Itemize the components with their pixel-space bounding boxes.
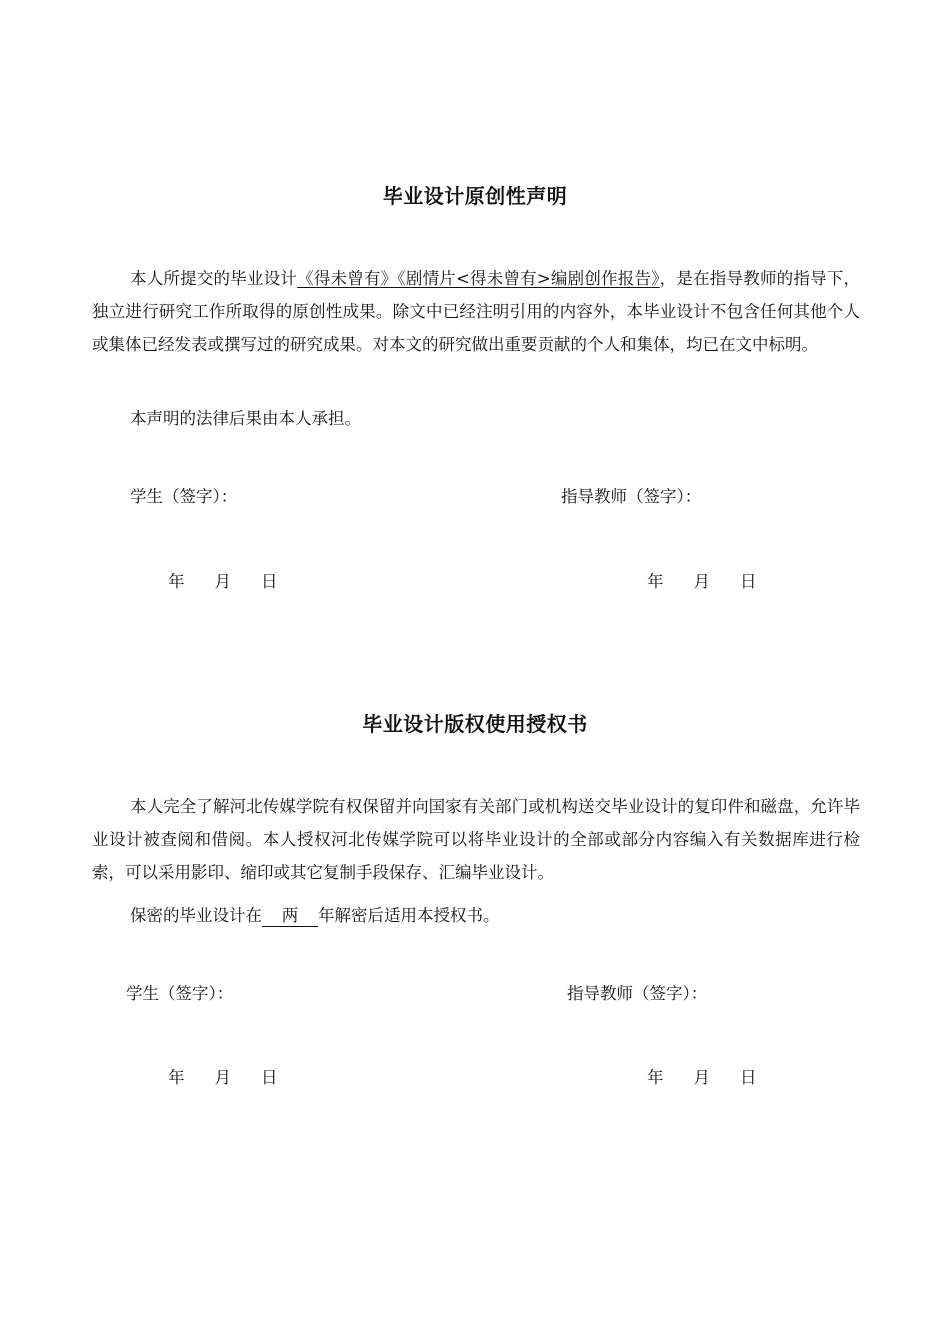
thesis-title: 《得未曾有》《剧情片<得未曾有>编剧创作报告》 bbox=[297, 269, 660, 288]
date-day: 日 bbox=[740, 572, 757, 591]
date-year: 年 bbox=[168, 572, 185, 591]
date-year: 年 bbox=[168, 1068, 185, 1087]
date-day: 日 bbox=[261, 1068, 278, 1087]
declaration-text-start: 本人所提交的毕业设计 bbox=[130, 269, 298, 288]
advisor-signature-label: 指导教师（签字）： bbox=[561, 487, 702, 506]
copyright-authorization-title: 毕业设计版权使用授权书 bbox=[362, 712, 588, 736]
advisor-signature-label-2: 指导教师（签字）： bbox=[567, 984, 708, 1003]
advisor-date bbox=[647, 568, 757, 592]
date-year: 年 bbox=[647, 572, 664, 591]
student-signature-label: 学生（签字）： bbox=[130, 487, 238, 506]
student-date-2 bbox=[168, 1064, 278, 1088]
legal-consequence-statement: 本声明的法律后果由本人承担。 bbox=[130, 409, 361, 428]
originality-declaration-title: 毕业设计原创性声明 bbox=[382, 184, 568, 208]
date-year: 年 bbox=[647, 1068, 664, 1087]
declaration-paragraph bbox=[92, 262, 860, 361]
date-month: 月 bbox=[693, 1068, 710, 1087]
declaration-text-rest: ，是在指导教师的指导下，独立进行研究工作所取得的原创性成果。除文中已经注明引用的内容外，本毕业设计不包含任何其他个人或集体已经发表或撰写过的研究成果。对本文的研究做出重要贡献的个人和集体，均已在文中标明。 bbox=[92, 269, 861, 354]
authorization-paragraph: 本人完全了解河北传媒学院有权保留并向国家有关部门或机构送交毕业设计的复印件和磁盘，允许毕业设计被查阅和借阅。本人授权河北传媒学院可以将毕业设计的全部或部分内容编入有关数据库进行检索，可以采用影印、缩印或其它复制手段保存、汇编毕业设计。 bbox=[92, 797, 860, 882]
date-day: 日 bbox=[261, 572, 278, 591]
confidentiality-text-start: 保密的毕业设计在 bbox=[130, 906, 262, 925]
date-month: 月 bbox=[693, 572, 710, 591]
advisor-date-2 bbox=[647, 1064, 757, 1088]
date-month: 月 bbox=[214, 1068, 231, 1087]
student-signature-label-2: 学生（签字）： bbox=[126, 984, 234, 1003]
confidentiality-statement bbox=[130, 902, 500, 927]
date-day: 日 bbox=[740, 1068, 757, 1087]
confidentiality-text-end: 年解密后适用本授权书。 bbox=[318, 906, 500, 925]
declassify-years: 两 bbox=[262, 906, 318, 927]
date-month: 月 bbox=[214, 572, 231, 591]
student-date bbox=[168, 568, 278, 592]
